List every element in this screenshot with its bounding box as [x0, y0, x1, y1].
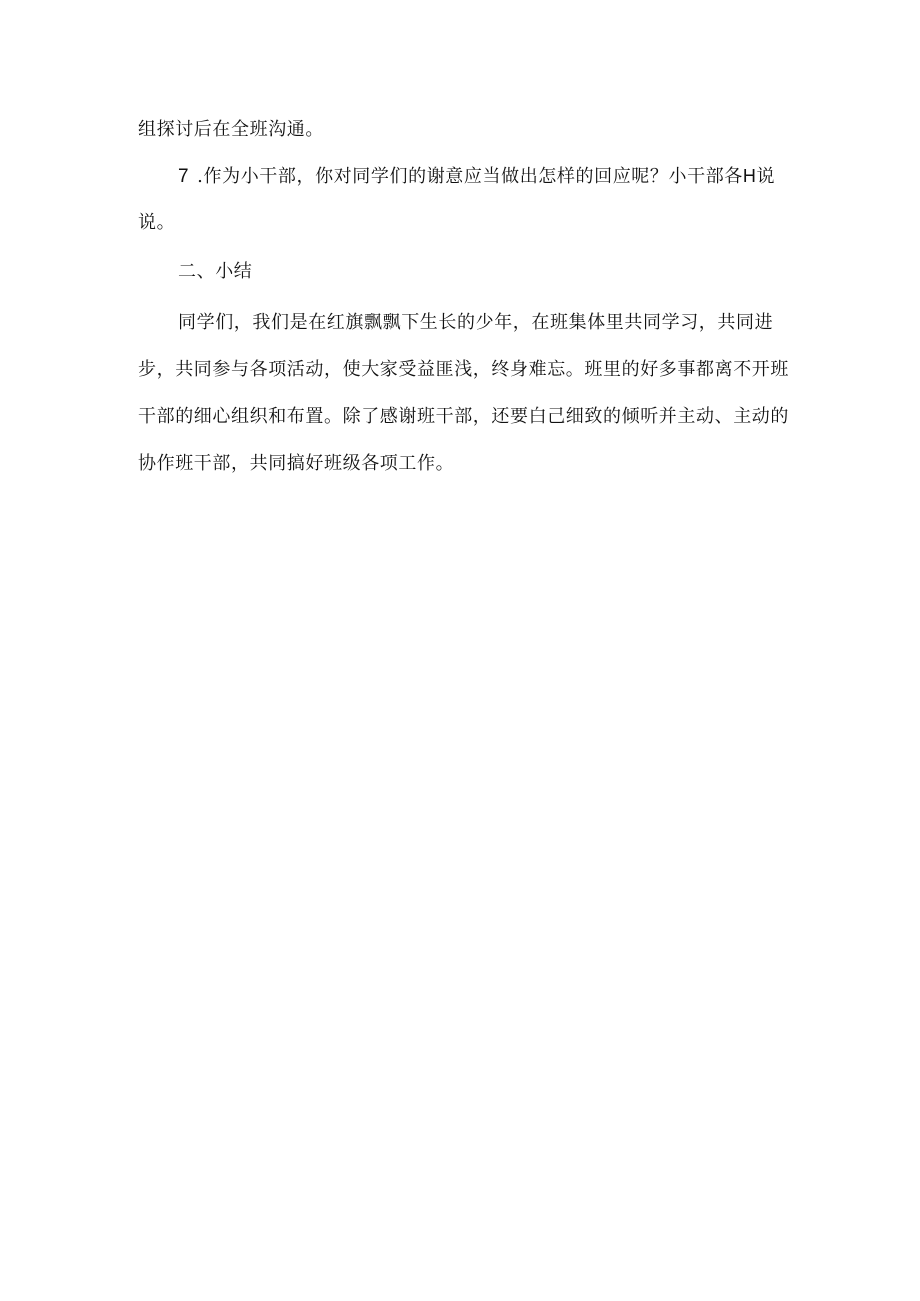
summary-line-4: 协作班干部，共同搞好班级各项工作。	[138, 453, 455, 474]
item-7-latin-char: H	[742, 166, 757, 186]
question-item-7-continuation: 说。	[138, 212, 176, 233]
question-item-7	[178, 164, 838, 189]
summary-line-2: 步，共同参与各项活动，使大家受益匪浅，终身难忘。班里的好多事都离不开班	[138, 359, 789, 380]
section-heading: 二、小结	[178, 261, 253, 282]
summary-line-1: 同学们，我们是在红旗飘飘下生长的少年，在班集体里共同学习，共同进	[178, 312, 774, 333]
item-number: 7	[178, 166, 190, 187]
summary-line-3: 干部的细心组织和布置。除了感谢班干部，还要白己细致的倾听并主动、主动的	[138, 406, 789, 427]
paragraph-line-1: 组探讨后在全班沟通。	[138, 119, 324, 140]
item-7-text-part-2: 说	[756, 166, 776, 187]
item-7-text-part-1: .作为小干部，你对同学们的谢意应当做出怎样的回应呢？小干部各	[197, 166, 743, 187]
